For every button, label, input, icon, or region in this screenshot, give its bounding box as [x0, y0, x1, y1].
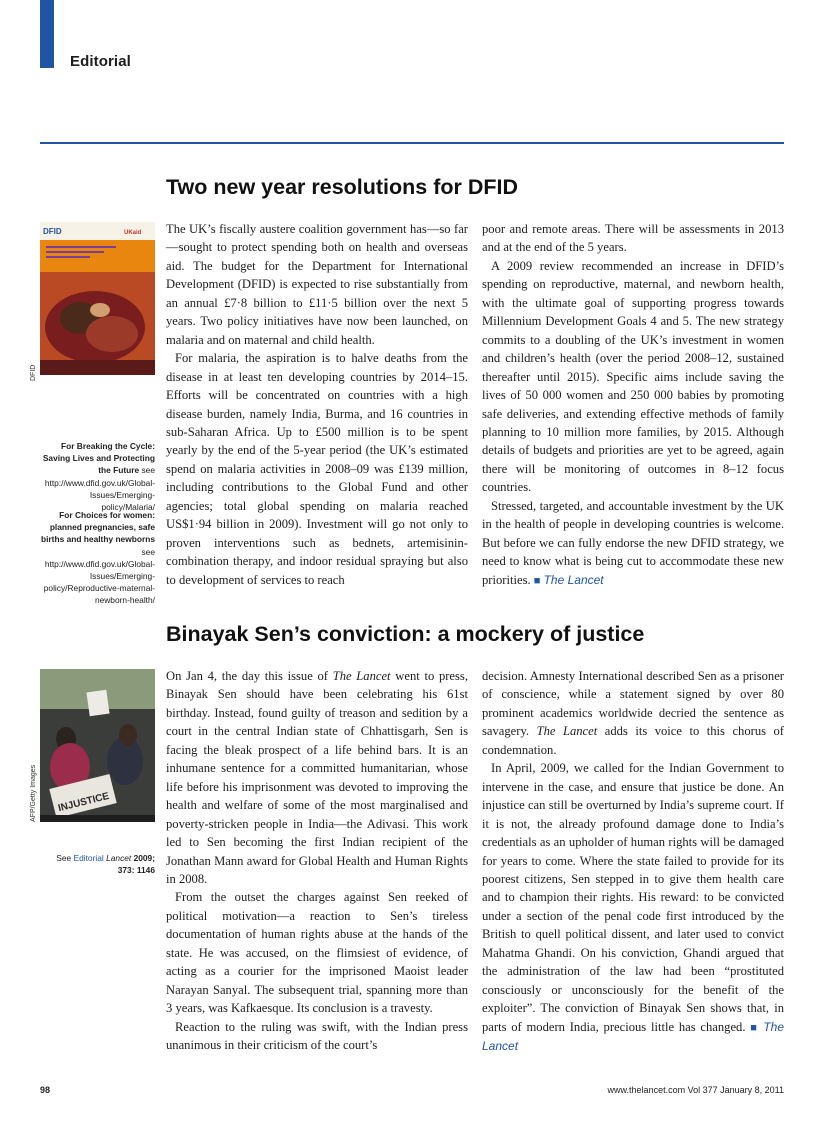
article1-image-credit: DFID — [30, 364, 37, 381]
article1-paragraph: A 2009 review recommended an increase in DFID’s spending on reproductive, maternal, and newborn health, with the ultimate goal of supporting progress towards Millennium Development Goals 4 and 5. The new strategy commits to a doubling of the UK’s investment in women and children’s health (over the period 2008–12, sustained thereafter until 2015). Specific aims include saving the lives of 50 000 women and 250 000 babies by promoting safe deliveries, and extending effective methods of family planning to 10 million more families, by 2015. Although details of budgets and priorities are yet to be agreed, again there will be monitoring of outcomes in 8–12 focus countries. — [482, 258, 784, 495]
side-note-journal: Lancet — [106, 853, 132, 863]
article2-paragraph — [482, 667, 784, 759]
article2-paragraph: From the outset the charges against Sen reeked of political motivation—a reaction to Sen’s tireless documentation of human rights abuse at the hands of the state. He was accused, on the flimsiest of evidence, of acting as a courier for the imprisoned Maoist leader Narayan Sanyal. The subsequent trial, spanning more than 3 years, was Kafkaesque. Its conclusion is a travesty. — [166, 890, 468, 1016]
article2-column-1 — [166, 667, 468, 1055]
article2-text: On Jan 4, the day this issue of — [166, 669, 333, 683]
side-note-editorial — [40, 852, 155, 876]
side-note-women-link[interactable]: see http://www.dfid.gov.uk/Global-Issues/Emerging-policy/Reproductive-maternal-newborn-health/ — [43, 546, 155, 606]
article2-signature: The Lancet — [482, 1019, 784, 1054]
dfid-cover-illustration — [40, 222, 155, 375]
article1-column-2 — [482, 220, 784, 590]
side-note-editorial-link[interactable]: Editorial — [73, 853, 104, 863]
article2-closing-text: In April, 2009, we called for the Indian Government to intervene in the case, and ensure that justice be done. An injustice can still be overturned by India’s supreme court. If it is not, the already profound damage done to India’s credentials as an upholder of human rights will be damaged for years to come. Where the state failed to provide for its poorest citizens, Sen stepped in to give them health care and to champion their rights. His reward: to be convicted under a section of the penal code first introduced by the British to quell political dissent, and later used to convict Mahatma Ghandi. On his conviction, Ghandi argued that the administration of the law had been “prostituted consciously or unconsciously for the benefit of the exploiter”. The conviction of Binayak Sen shows that, in parts of modern India, precious little has changed. — [482, 761, 784, 1034]
article1-closing-paragraph — [482, 497, 784, 590]
page-number: 98 — [40, 1085, 51, 1095]
article2-image-credit: AFP/Getty Images — [30, 764, 37, 822]
side-note-malaria-link[interactable]: see http://www.dfid.gov.uk/Global-Issues/Emerging-policy/Malaria/ — [44, 465, 155, 513]
side-note-ref: 2009; 373: 1146 — [117, 853, 155, 876]
protest-illustration — [40, 669, 155, 822]
dfid-report-cover — [40, 222, 155, 375]
side-note-malaria-heading: For Breaking the Cycle: Saving Lives and Protecting the Future — [42, 441, 155, 476]
side-note-women — [40, 509, 155, 607]
protest-sign-text: INJUSTICE — [57, 790, 111, 815]
article1-paragraph: poor and remote areas. There will be assessments in 2013 and at the end of the 5 years. — [482, 222, 784, 255]
article2-text: went to press, Binayak Sen should have been celebrating his 61st birthday. Instead, found guilty of treason and sedition by a court in the central Indian state of Chhattisgarh, Sen is facing the bleak prospect of a life behind bars. It is an inhumane sentence for a committed humanitarian, whose life before his imprisonment was devoted to improving the health and welfare of some of the most marginalised and poverty-stricken people in India—the Adivasi. This work led to Sen becoming the first Indian recipient of the Jonathan Mann award for Global Health and Human Rights in 2008. — [166, 669, 468, 886]
article1-signature: The Lancet — [543, 572, 604, 587]
cover-brand: DFID — [43, 227, 62, 236]
end-mark: ■ — [533, 574, 541, 587]
accent-bar — [40, 0, 54, 68]
top-rule — [40, 142, 784, 144]
article1-paragraph: The UK’s fiscally austere coalition government has—so far—sought to protect spending both on health and overseas aid. The budget for the Department for International Development (DFID) is expected to rise substantially from an annual £7·8 billion to £11·5 billion over the next 5 years. Two policy initiatives have now been launched, on malaria and on maternal and child health. — [166, 222, 468, 347]
side-note-women-heading: For Choices for women: planned pregnancies, safe births and healthy newborns — [40, 510, 155, 545]
article2-text: adds its voice to this chorus of condemnation. — [482, 724, 784, 757]
article2-journal-name: The Lancet — [536, 724, 598, 739]
article2-title: Binayak Sen’s conviction: a mockery of justice — [166, 622, 645, 646]
journal-info: www.thelancet.com Vol 377 January 8, 2011 — [607, 1085, 784, 1095]
article2-text: decision. Amnesty International described Sen as a prisoner of conscience, while a statement signed by over 80 prominent academics worldwide decried the sentence as savagery. — [482, 669, 784, 739]
section-label: Editorial — [70, 53, 131, 70]
article2-closing-paragraph — [482, 759, 784, 1055]
article2-column-2 — [482, 667, 784, 1056]
article2-journal-name: The Lancet — [332, 669, 391, 683]
article1-column-1 — [166, 220, 468, 589]
article1-paragraph: For malaria, the aspiration is to halve deaths from the disease in at least ten developing countries by 2014–15. Efforts will be concentrated on countries with a high disease burden, namely India, Burma, and 16 countries in sub-Saharan Africa. Up to £500 million is to be spent yearly by the end of the 5-year period (the UK’s estimated spend on malaria activities in 2008–09 was £139 million, including contributions to the Global Fund and other agencies; total global spending on malaria reached US$1·94 billion in 2009). Investment will go not only to proven interventions such as bednets, artemisinin-combination therapy, and indoor residual spraying but also to development of services to reach — [166, 351, 468, 587]
article1-closing-text: Stressed, targeted, and accountable investment by the UK in the health of people in developing countries is welcome. But before we can fully endorse the new DFID strategy, we need to know what is being cut to accommodate these new priorities. — [482, 498, 784, 587]
article1-title: Two new year resolutions for DFID — [166, 175, 519, 199]
end-mark: ■ — [750, 1021, 759, 1034]
side-note-prefix: See — [56, 853, 74, 863]
protest-photo — [40, 669, 155, 822]
article2-paragraph — [166, 667, 468, 888]
article2-paragraph: Reaction to the ruling was swift, with the Indian press unanimous in their criticism of the court’s — [166, 1019, 468, 1053]
side-note-malaria — [40, 440, 155, 513]
cover-partner: UKaid — [124, 230, 142, 236]
